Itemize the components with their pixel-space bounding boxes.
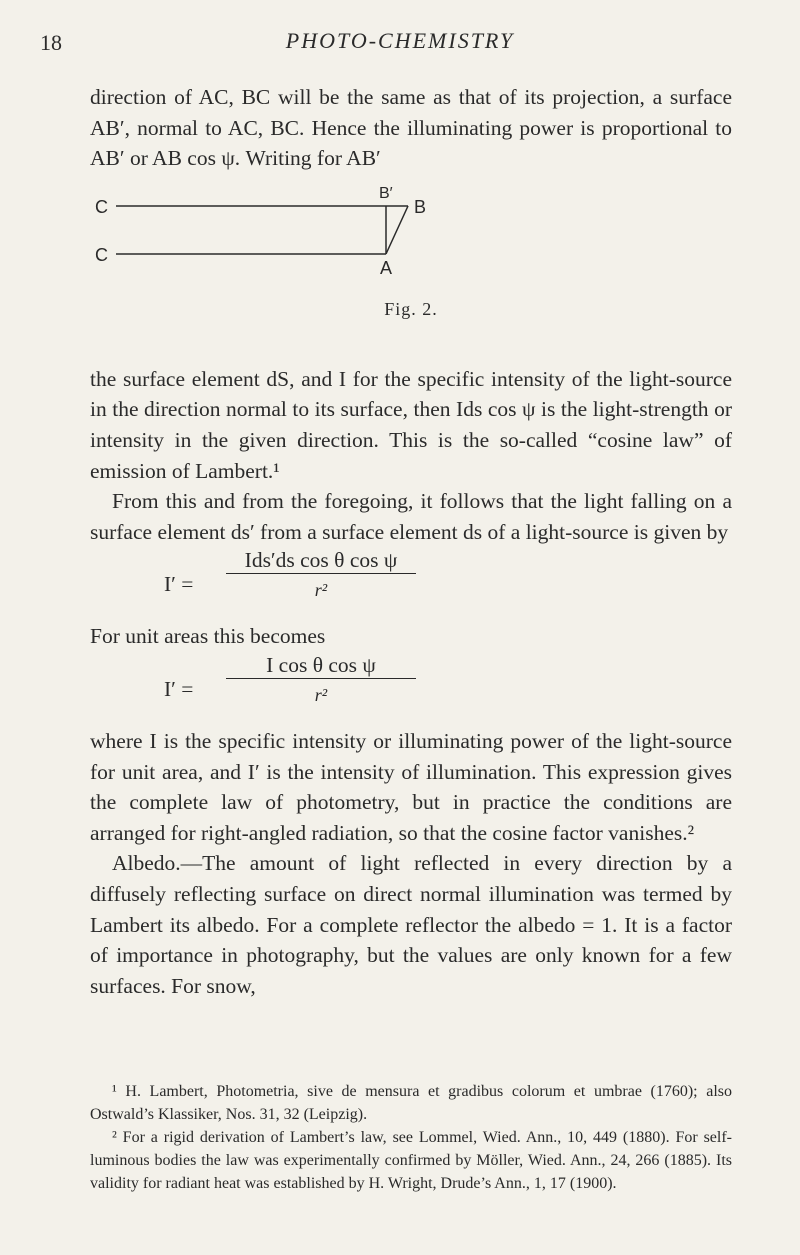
equation-numerator: I cos θ cos ψ xyxy=(226,652,416,679)
equation-lhs: I′ = xyxy=(164,572,194,597)
figure-diagram xyxy=(90,174,732,284)
running-head: PHOTO-CHEMISTRY xyxy=(285,28,515,53)
surface-ab xyxy=(386,206,408,254)
footnotes xyxy=(90,1080,732,1195)
paragraph: For unit areas this becomes xyxy=(90,624,326,649)
page-body xyxy=(90,82,732,1001)
label-c-bottom: C xyxy=(95,244,108,265)
paragraph: From this and from the foregoing, it follows that the light falling on a surface element ds′ from a surface element ds of a light-source is given by xyxy=(90,489,732,544)
footnote: ¹ H. Lambert, Photometria, sive de mensura et gradibus colorum et umbrae (1760); also Ostwald’s Klassiker, Nos. 31, 32 (Leipzig). xyxy=(90,1083,732,1123)
figure-caption: Fig. 2. xyxy=(384,298,438,319)
equation-denominator: r² xyxy=(314,684,328,705)
paragraph: where I is the specific intensity or illuminating power of the light-source for unit area, and I′ is the intensity of illumination. This expression gives the complete law of photometry, but in practice the conditions are arranged for right-angled radiation, so that the cosine factor vanishes.² xyxy=(90,728,732,845)
footnote: ² For a rigid derivation of Lambert’s law, see Lommel, Wied. Ann., 10, 449 (1880). For self-luminous bodies the law was experimentally confirmed by Möller, Wied. Ann., 24, 266 (1885). Its validity for radiant heat was established by H. Wright, Drude’s Ann., 1, 17 (1900). xyxy=(90,1129,732,1192)
equation-numerator: Ids′ds cos θ cos ψ xyxy=(226,547,416,574)
paragraph: Albedo.—The amount of light reflected in every direction by a diffusely reflecting surface on direct normal illumination was termed by Lambert its albedo. For a complete reflector the albedo = 1. It is a factor of importance in photography, but the values are only known for a few surfaces. For snow, xyxy=(90,851,732,998)
label-c-top: C xyxy=(95,196,108,217)
equation-1 xyxy=(90,547,732,621)
label-a: A xyxy=(380,257,393,278)
equation-lhs: I′ = xyxy=(164,676,194,701)
paragraph: the surface element dS, and I for the specific intensity of the light-source in the direction normal to its surface, then Ids cos ψ is the light-strength or intensity in the given direction. This is the so-called “cosine law” of emission of Lambert.¹ xyxy=(90,366,732,483)
page-header xyxy=(40,26,760,66)
equation-denominator: r² xyxy=(314,580,328,601)
page-number: 18 xyxy=(40,30,62,55)
label-b-prime: B′ xyxy=(379,184,393,202)
figure-2 xyxy=(90,174,732,364)
label-b: B xyxy=(414,196,427,217)
paragraph: direction of AC, BC will be the same as that of its projection, a surface AB′, normal to AC, BC. Hence the illuminating power is proportional to AB′ or AB cos ψ. Writing for AB′ xyxy=(90,85,732,171)
equation-2 xyxy=(90,652,732,726)
